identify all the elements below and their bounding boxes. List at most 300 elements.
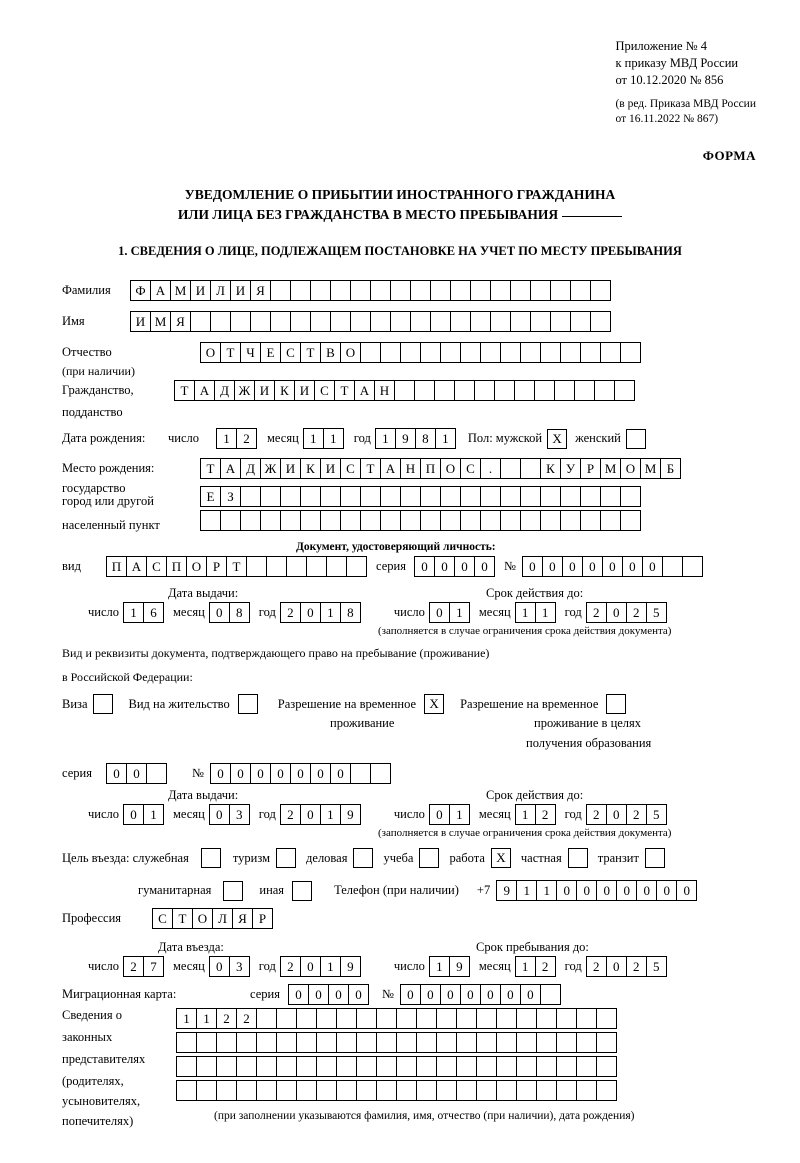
form-cell[interactable] <box>476 1080 497 1101</box>
form-cell[interactable] <box>530 311 551 332</box>
form-cell[interactable]: Р <box>206 556 227 577</box>
form-cell[interactable] <box>460 342 481 363</box>
form-cell[interactable]: И <box>280 458 301 479</box>
form-cell[interactable] <box>474 380 495 401</box>
form-cell[interactable] <box>516 1032 537 1053</box>
form-cell[interactable] <box>574 380 595 401</box>
form-cell[interactable] <box>414 380 435 401</box>
form-cell[interactable]: Я <box>232 908 253 929</box>
form-cell[interactable]: 0 <box>420 984 441 1005</box>
form-cell[interactable] <box>450 280 471 301</box>
form-cell[interactable]: М <box>640 458 661 479</box>
form-cell[interactable]: 5 <box>646 602 667 623</box>
form-cell[interactable]: 1 <box>516 880 537 901</box>
form-cell[interactable] <box>420 342 441 363</box>
sex-male-checkbox[interactable]: X <box>547 429 567 449</box>
form-cell[interactable]: 2 <box>236 1008 257 1029</box>
form-cell[interactable] <box>376 1080 397 1101</box>
form-cell[interactable]: 1 <box>515 956 536 977</box>
form-cell[interactable]: 0 <box>429 602 450 623</box>
form-cell[interactable] <box>376 1032 397 1053</box>
profession-cells[interactable] <box>152 908 272 929</box>
form-cell[interactable]: 0 <box>602 556 623 577</box>
form-cell[interactable] <box>336 1008 357 1029</box>
purpose-business-checkbox[interactable] <box>353 848 373 868</box>
form-cell[interactable]: И <box>294 380 315 401</box>
birth-city-row2-cells[interactable] <box>200 486 640 507</box>
form-cell[interactable] <box>440 342 461 363</box>
form-cell[interactable] <box>554 380 575 401</box>
mig-number-cells[interactable] <box>400 984 560 1005</box>
form-cell[interactable] <box>436 1008 457 1029</box>
form-cell[interactable] <box>340 486 361 507</box>
form-cell[interactable]: 0 <box>480 984 501 1005</box>
form-cell[interactable]: О <box>440 458 461 479</box>
form-cell[interactable]: 5 <box>646 804 667 825</box>
form-cell[interactable]: 0 <box>310 763 331 784</box>
form-cell[interactable] <box>370 280 391 301</box>
form-cell[interactable] <box>620 486 641 507</box>
form-cell[interactable]: О <box>186 556 207 577</box>
form-cell[interactable] <box>280 486 301 507</box>
form-cell[interactable]: Т <box>300 342 321 363</box>
form-cell[interactable] <box>570 311 591 332</box>
form-cell[interactable] <box>336 1056 357 1077</box>
form-cell[interactable]: 0 <box>616 880 637 901</box>
doc-valid-month-cells[interactable] <box>515 602 555 623</box>
visa-checkbox[interactable] <box>93 694 113 714</box>
form-cell[interactable] <box>476 1056 497 1077</box>
form-cell[interactable] <box>516 1080 537 1101</box>
temp-residence-checkbox[interactable]: X <box>424 694 444 714</box>
form-cell[interactable] <box>514 380 535 401</box>
form-cell[interactable] <box>290 311 311 332</box>
form-cell[interactable] <box>682 556 703 577</box>
form-cell[interactable]: Т <box>360 458 381 479</box>
form-cell[interactable]: С <box>460 458 481 479</box>
form-cell[interactable] <box>520 458 541 479</box>
stay-valid-year-cells[interactable] <box>586 804 666 825</box>
form-cell[interactable] <box>266 556 287 577</box>
doc-issue-day-cells[interactable] <box>123 602 163 623</box>
stay-series-cells[interactable] <box>106 763 166 784</box>
form-cell[interactable]: 1 <box>320 956 341 977</box>
form-cell[interactable] <box>576 1056 597 1077</box>
form-cell[interactable] <box>620 342 641 363</box>
form-cell[interactable] <box>496 1056 517 1077</box>
form-cell[interactable]: 0 <box>330 763 351 784</box>
form-cell[interactable]: И <box>230 280 251 301</box>
form-cell[interactable]: О <box>192 908 213 929</box>
form-cell[interactable] <box>496 1032 517 1053</box>
form-cell[interactable] <box>286 556 307 577</box>
form-cell[interactable]: 0 <box>210 763 231 784</box>
form-cell[interactable] <box>420 486 441 507</box>
legal-row-1-cells[interactable] <box>176 1008 616 1029</box>
form-cell[interactable] <box>436 1056 457 1077</box>
form-cell[interactable]: 3 <box>229 956 250 977</box>
form-cell[interactable] <box>256 1032 277 1053</box>
form-cell[interactable] <box>450 311 471 332</box>
birth-state-cells[interactable] <box>200 458 420 479</box>
form-cell[interactable] <box>316 1080 337 1101</box>
mig-series-cells[interactable] <box>288 984 368 1005</box>
form-cell[interactable]: 0 <box>288 984 309 1005</box>
form-cell[interactable] <box>326 556 347 577</box>
form-cell[interactable]: Т <box>174 380 195 401</box>
form-cell[interactable] <box>330 311 351 332</box>
form-cell[interactable] <box>240 486 261 507</box>
form-cell[interactable] <box>390 280 411 301</box>
form-cell[interactable]: 7 <box>143 956 164 977</box>
form-cell[interactable] <box>596 1056 617 1077</box>
form-cell[interactable] <box>416 1056 437 1077</box>
form-cell[interactable] <box>236 1056 257 1077</box>
form-cell[interactable] <box>176 1032 197 1053</box>
form-cell[interactable] <box>296 1056 317 1077</box>
form-cell[interactable]: 9 <box>496 880 517 901</box>
form-cell[interactable]: К <box>300 458 321 479</box>
form-cell[interactable]: 0 <box>328 984 349 1005</box>
form-cell[interactable] <box>556 1008 577 1029</box>
form-cell[interactable] <box>454 380 475 401</box>
form-cell[interactable]: 0 <box>606 956 627 977</box>
phone-cells[interactable] <box>496 880 696 901</box>
form-cell[interactable]: 8 <box>229 602 250 623</box>
form-cell[interactable]: Д <box>214 380 235 401</box>
form-cell[interactable]: 2 <box>280 804 301 825</box>
form-cell[interactable]: Т <box>220 342 241 363</box>
doc-issue-month-cells[interactable] <box>209 602 249 623</box>
form-cell[interactable] <box>376 1056 397 1077</box>
form-cell[interactable]: 0 <box>209 804 230 825</box>
form-cell[interactable] <box>190 311 211 332</box>
form-cell[interactable] <box>576 1032 597 1053</box>
form-cell[interactable]: 0 <box>642 556 663 577</box>
form-cell[interactable] <box>576 1008 597 1029</box>
form-cell[interactable] <box>316 1032 337 1053</box>
birth-month-cells[interactable] <box>303 428 343 449</box>
form-cell[interactable]: 0 <box>106 763 127 784</box>
form-cell[interactable] <box>580 510 601 531</box>
form-cell[interactable] <box>416 1080 437 1101</box>
doc-valid-day-cells[interactable] <box>429 602 469 623</box>
form-cell[interactable] <box>614 380 635 401</box>
form-cell[interactable] <box>494 380 515 401</box>
form-cell[interactable] <box>456 1008 477 1029</box>
form-cell[interactable] <box>510 311 531 332</box>
form-cell[interactable] <box>196 1056 217 1077</box>
form-cell[interactable] <box>146 763 167 784</box>
legal-row-4-cells[interactable] <box>176 1080 616 1101</box>
form-cell[interactable] <box>256 1080 277 1101</box>
form-cell[interactable]: Ж <box>260 458 281 479</box>
form-cell[interactable]: 0 <box>636 880 657 901</box>
form-cell[interactable]: 2 <box>586 804 607 825</box>
form-cell[interactable]: 2 <box>216 1008 237 1029</box>
purpose-private-checkbox[interactable] <box>568 848 588 868</box>
form-cell[interactable]: 0 <box>582 556 603 577</box>
birth-city-row1-cells[interactable] <box>420 458 680 479</box>
form-cell[interactable] <box>540 342 561 363</box>
form-cell[interactable]: С <box>280 342 301 363</box>
form-cell[interactable] <box>196 1032 217 1053</box>
form-cell[interactable]: Л <box>210 280 231 301</box>
stay-issue-month-cells[interactable] <box>209 804 249 825</box>
form-cell[interactable]: 0 <box>520 984 541 1005</box>
form-cell[interactable]: 9 <box>449 956 470 977</box>
form-cell[interactable]: 0 <box>429 804 450 825</box>
form-cell[interactable] <box>490 280 511 301</box>
form-cell[interactable] <box>306 556 327 577</box>
form-cell[interactable]: 1 <box>143 804 164 825</box>
form-cell[interactable]: 0 <box>606 804 627 825</box>
form-cell[interactable] <box>216 1032 237 1053</box>
form-cell[interactable] <box>216 1056 237 1077</box>
form-cell[interactable] <box>250 311 271 332</box>
entry-month-cells[interactable] <box>209 956 249 977</box>
form-cell[interactable] <box>336 1032 357 1053</box>
form-cell[interactable]: 1 <box>429 956 450 977</box>
form-cell[interactable]: 0 <box>576 880 597 901</box>
form-cell[interactable] <box>580 342 601 363</box>
form-cell[interactable]: Т <box>200 458 221 479</box>
form-cell[interactable] <box>356 1008 377 1029</box>
form-cell[interactable] <box>370 763 391 784</box>
stay-until-day-cells[interactable] <box>429 956 469 977</box>
form-cell[interactable] <box>236 1080 257 1101</box>
form-cell[interactable]: А <box>126 556 147 577</box>
form-cell[interactable]: С <box>314 380 335 401</box>
form-cell[interactable] <box>196 1080 217 1101</box>
citizenship-cells[interactable] <box>174 380 634 401</box>
form-cell[interactable]: 0 <box>606 602 627 623</box>
form-cell[interactable]: 8 <box>415 428 436 449</box>
residence-checkbox[interactable] <box>238 694 258 714</box>
form-cell[interactable]: 2 <box>626 804 647 825</box>
form-cell[interactable] <box>550 280 571 301</box>
sex-female-checkbox[interactable] <box>626 429 646 449</box>
form-cell[interactable]: 0 <box>656 880 677 901</box>
form-cell[interactable]: 0 <box>474 556 495 577</box>
form-cell[interactable] <box>376 1008 397 1029</box>
form-cell[interactable] <box>476 1032 497 1053</box>
form-cell[interactable]: А <box>380 458 401 479</box>
form-cell[interactable] <box>480 342 501 363</box>
entry-day-cells[interactable] <box>123 956 163 977</box>
form-cell[interactable] <box>596 1008 617 1029</box>
doc-valid-year-cells[interactable] <box>586 602 666 623</box>
form-cell[interactable]: 0 <box>596 880 617 901</box>
form-cell[interactable] <box>530 280 551 301</box>
name-cells[interactable] <box>130 311 610 332</box>
form-cell[interactable] <box>536 1008 557 1029</box>
form-cell[interactable] <box>436 1080 457 1101</box>
form-cell[interactable]: Р <box>252 908 273 929</box>
form-cell[interactable]: 1 <box>216 428 237 449</box>
form-cell[interactable]: . <box>480 458 501 479</box>
form-cell[interactable] <box>400 342 421 363</box>
form-cell[interactable] <box>480 510 501 531</box>
form-cell[interactable]: П <box>420 458 441 479</box>
form-cell[interactable] <box>280 510 301 531</box>
form-cell[interactable] <box>400 486 421 507</box>
form-cell[interactable]: 2 <box>236 428 257 449</box>
form-cell[interactable]: 2 <box>280 956 301 977</box>
form-cell[interactable]: Ж <box>234 380 255 401</box>
form-cell[interactable]: 8 <box>340 602 361 623</box>
form-cell[interactable] <box>434 380 455 401</box>
form-cell[interactable] <box>460 510 481 531</box>
form-cell[interactable] <box>594 380 615 401</box>
form-cell[interactable] <box>346 556 367 577</box>
form-cell[interactable] <box>490 311 511 332</box>
form-cell[interactable] <box>396 1008 417 1029</box>
form-cell[interactable] <box>350 280 371 301</box>
form-cell[interactable]: 0 <box>270 763 291 784</box>
form-cell[interactable] <box>516 1056 537 1077</box>
form-cell[interactable] <box>260 510 281 531</box>
form-cell[interactable]: З <box>220 486 241 507</box>
form-cell[interactable]: И <box>254 380 275 401</box>
form-cell[interactable] <box>556 1032 577 1053</box>
form-cell[interactable]: 2 <box>280 602 301 623</box>
form-cell[interactable] <box>360 486 381 507</box>
form-cell[interactable]: 0 <box>400 984 421 1005</box>
form-cell[interactable]: Н <box>400 458 421 479</box>
form-cell[interactable] <box>300 510 321 531</box>
form-cell[interactable] <box>540 486 561 507</box>
form-cell[interactable] <box>220 510 241 531</box>
form-cell[interactable] <box>390 311 411 332</box>
form-cell[interactable] <box>600 486 621 507</box>
form-cell[interactable]: 1 <box>176 1008 197 1029</box>
form-cell[interactable]: Т <box>226 556 247 577</box>
form-cell[interactable]: 1 <box>320 804 341 825</box>
form-cell[interactable] <box>550 311 571 332</box>
form-cell[interactable] <box>316 1056 337 1077</box>
form-cell[interactable] <box>310 280 331 301</box>
form-cell[interactable] <box>430 280 451 301</box>
form-cell[interactable] <box>380 342 401 363</box>
form-cell[interactable]: И <box>190 280 211 301</box>
form-cell[interactable]: 0 <box>562 556 583 577</box>
form-cell[interactable] <box>470 280 491 301</box>
form-cell[interactable]: 1 <box>535 602 556 623</box>
surname-cells[interactable] <box>130 280 610 301</box>
form-cell[interactable]: 9 <box>340 804 361 825</box>
form-cell[interactable]: 0 <box>440 984 461 1005</box>
form-cell[interactable] <box>256 1056 277 1077</box>
form-cell[interactable]: 1 <box>515 602 536 623</box>
form-cell[interactable]: 0 <box>300 602 321 623</box>
form-cell[interactable]: 1 <box>303 428 324 449</box>
form-cell[interactable]: С <box>340 458 361 479</box>
form-cell[interactable]: П <box>166 556 187 577</box>
form-cell[interactable]: 0 <box>209 956 230 977</box>
form-cell[interactable]: 0 <box>250 763 271 784</box>
form-cell[interactable] <box>570 280 591 301</box>
form-cell[interactable]: А <box>220 458 241 479</box>
form-cell[interactable]: 2 <box>123 956 144 977</box>
form-cell[interactable] <box>210 311 231 332</box>
form-cell[interactable]: 1 <box>320 602 341 623</box>
form-cell[interactable] <box>246 556 267 577</box>
form-cell[interactable]: 1 <box>449 804 470 825</box>
form-cell[interactable]: 0 <box>123 804 144 825</box>
form-cell[interactable] <box>290 280 311 301</box>
form-cell[interactable] <box>520 486 541 507</box>
purpose-official-checkbox[interactable] <box>201 848 221 868</box>
birth-day-cells[interactable] <box>216 428 256 449</box>
form-cell[interactable] <box>276 1056 297 1077</box>
form-cell[interactable]: Н <box>374 380 395 401</box>
entry-year-cells[interactable] <box>280 956 360 977</box>
form-cell[interactable] <box>356 1032 377 1053</box>
form-cell[interactable]: А <box>150 280 171 301</box>
form-cell[interactable] <box>356 1056 377 1077</box>
form-cell[interactable] <box>276 1008 297 1029</box>
form-cell[interactable]: К <box>540 458 561 479</box>
form-cell[interactable]: 3 <box>229 804 250 825</box>
form-cell[interactable] <box>336 1080 357 1101</box>
form-cell[interactable] <box>500 458 521 479</box>
form-cell[interactable] <box>380 486 401 507</box>
form-cell[interactable]: О <box>200 342 221 363</box>
form-cell[interactable] <box>596 1080 617 1101</box>
form-cell[interactable]: Т <box>334 380 355 401</box>
form-cell[interactable] <box>600 510 621 531</box>
stay-until-year-cells[interactable] <box>586 956 666 977</box>
form-cell[interactable]: 0 <box>500 984 521 1005</box>
stay-valid-day-cells[interactable] <box>429 804 469 825</box>
form-cell[interactable] <box>240 510 261 531</box>
form-cell[interactable] <box>520 342 541 363</box>
form-cell[interactable] <box>500 510 521 531</box>
form-cell[interactable]: 0 <box>300 956 321 977</box>
form-cell[interactable] <box>440 510 461 531</box>
form-cell[interactable]: 1 <box>375 428 396 449</box>
form-cell[interactable] <box>394 380 415 401</box>
form-cell[interactable]: 2 <box>626 602 647 623</box>
legal-row-2-cells[interactable] <box>176 1032 616 1053</box>
form-cell[interactable]: 0 <box>676 880 697 901</box>
legal-row-3-cells[interactable] <box>176 1056 616 1077</box>
form-cell[interactable] <box>580 486 601 507</box>
form-cell[interactable]: 6 <box>143 602 164 623</box>
form-cell[interactable] <box>500 342 521 363</box>
form-cell[interactable]: П <box>106 556 127 577</box>
form-cell[interactable] <box>540 984 561 1005</box>
form-cell[interactable] <box>370 311 391 332</box>
form-cell[interactable]: 0 <box>348 984 369 1005</box>
form-cell[interactable] <box>576 1080 597 1101</box>
form-cell[interactable] <box>536 1056 557 1077</box>
form-cell[interactable] <box>456 1056 477 1077</box>
form-cell[interactable] <box>276 1032 297 1053</box>
form-cell[interactable]: 2 <box>535 804 556 825</box>
form-cell[interactable]: 0 <box>522 556 543 577</box>
form-cell[interactable]: 0 <box>434 556 455 577</box>
birth-city-row3-cells[interactable] <box>200 510 640 531</box>
form-cell[interactable]: 0 <box>414 556 435 577</box>
form-cell[interactable]: 1 <box>435 428 456 449</box>
form-cell[interactable]: Ч <box>240 342 261 363</box>
form-cell[interactable] <box>536 1032 557 1053</box>
form-cell[interactable] <box>396 1056 417 1077</box>
form-cell[interactable] <box>662 556 683 577</box>
form-cell[interactable]: 1 <box>323 428 344 449</box>
